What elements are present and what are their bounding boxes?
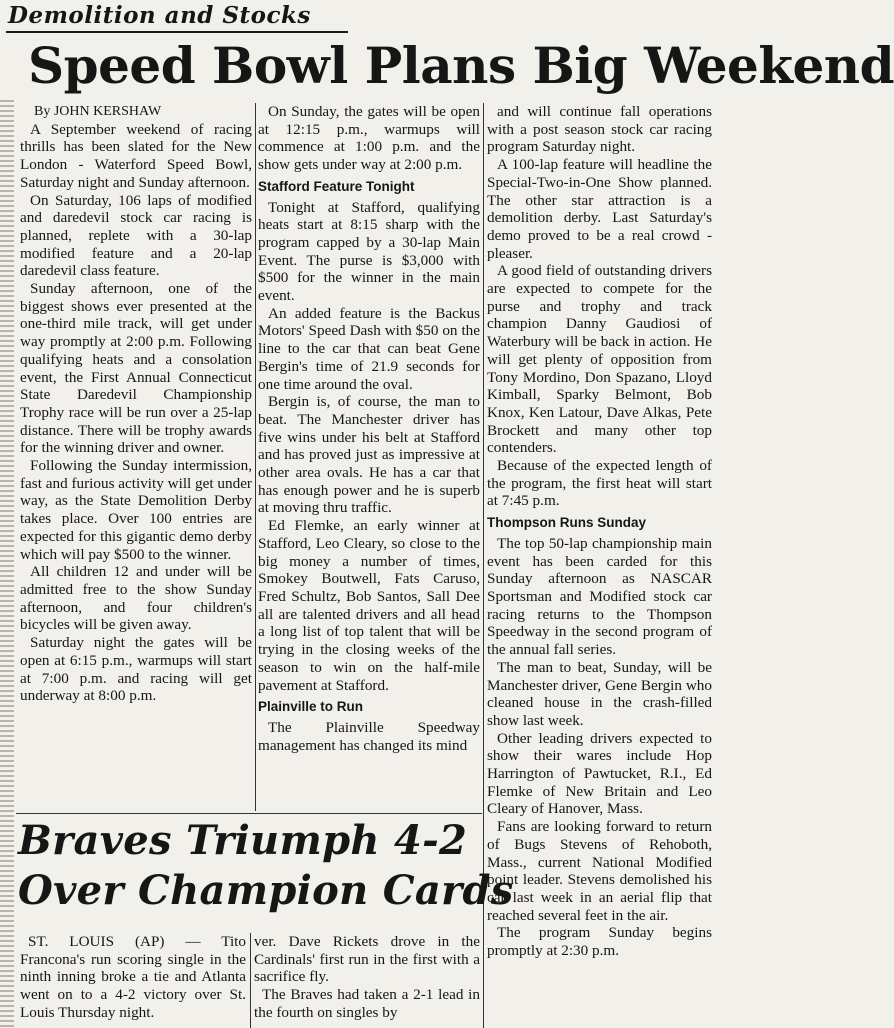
paragraph: Sunday afternoon, one of the biggest shows ever presented at the one-third mile track, will get under way promptly at 2:00 p.m. Following qualifying heats and a consolation event, the First Annual Connecticut State Daredevil Championship Trophy race will be run over a 25-lap distance. There will be trophy awards for the winning driver and owner. — [20, 280, 252, 457]
paragraph: Because of the expected length of the program, the first heat will start at 7:45 p.m. — [487, 457, 712, 510]
braves-column-2 — [254, 933, 480, 1028]
paragraph: A September weekend of racing thrills has been slated for the New London - Waterford Speed Bowl, Saturday night and Sunday afternoon. — [20, 120, 252, 191]
kicker-rule — [6, 31, 348, 33]
paragraph: On Sunday, the gates will be open at 12:15 p.m., warmups will commence at 1:00 p.m. and the show gets under way at 2:00 p.m. — [258, 103, 480, 174]
braves-headline-line-1: Braves Triumph 4-2 — [18, 817, 468, 864]
story-separator — [16, 813, 482, 814]
paragraph: Tonight at Stafford, qualifying heats start at 8:15 sharp with the program capped by a 30-lap Main Event. The purse is $3,000 with $500 for the winner in the main event. — [258, 198, 480, 305]
column-rule-1 — [255, 103, 256, 811]
main-headline: Speed Bowl Plans Big Weekend — [28, 36, 894, 95]
paragraph: Bergin is, of course, the man to beat. The Manchester driver has five wins under his belt at Stafford and has proved just as impressive at other area ovals. He has a car that has enough power and he is superb at moving thru traffic. — [258, 393, 480, 517]
paragraph: Saturday night the gates will be open at 6:15 p.m., warmups will start at 7:00 p.m. and racing will get underway at 8:00 p.m. — [20, 634, 252, 705]
paragraph: Following the Sunday intermission, fast and furious activity will get under way, as the State Demolition Derby takes place. Over 100 entries are expected for this gigantic demo derby which will pay $500 to the winner. — [20, 457, 252, 563]
subheading: Stafford Feature Tonight — [258, 178, 415, 194]
paragraph: The Braves had taken a 2-1 lead in the fourth on singles by — [254, 986, 480, 1021]
paragraph: Ed Flemke, an early winner at Stafford, Leo Cleary, so close to the big money a number of times, Smokey Boutwell, Fats Caruso, Fred Schultz, Bob Santos, Sall Dee all are talented drivers and all head a long list of top talent that will be trying in the closing weeks of the season to win on the half-mile pavement at Stafford. — [258, 517, 480, 694]
paragraph: An added feature is the Backus Motors' Speed Dash with $50 on the line to the car that can beat Gene Bergin's time of 21.9 seconds for one time around the oval. — [258, 304, 480, 393]
paragraph: Fans are looking forward to return of Bugs Stevens of Rehoboth, Mass., current National Modified point leader. Stevens demolished his car last week in an aerial flip that reached several feet in the air. — [487, 818, 712, 924]
paragraph: Other leading drivers expected to show their wares include Hop Harrington of Pawtucket, R.I., Ed Flemke of New Britain and Leo Cleary of Hanover, Mass. — [487, 729, 712, 818]
braves-column-1 — [20, 933, 246, 1028]
subheading: Thompson Runs Sunday — [487, 515, 647, 531]
paragraph: The top 50-lap championship main event has been carded for this Sunday afternoon as NASCAR Sportsman and Modified stock car racing returns to the Thompson Speedway in the second program of the annual fall series. — [487, 534, 712, 659]
paragraph: The Plainville Speedway management has changed its mind — [258, 718, 480, 754]
paragraph: The program Sunday begins promptly at 2:30 p.m. — [487, 924, 712, 960]
article-column-2 — [258, 103, 480, 809]
paragraph: ST. LOUIS (AP) — Tito Francona's run scoring single in the ninth inning broke a tie and Atlanta went on to a 4-2 victory over St. Louis Thursday night. — [20, 933, 246, 1021]
paragraph: On Saturday, 106 laps of modified and daredevil stock car racing is planned, replete with a 30-lap modified feature and a 20-lap daredevil class feature. — [20, 191, 252, 280]
article-column-3 — [487, 103, 712, 1028]
page-edge-shadow — [0, 100, 14, 1028]
paragraph: All children 12 and under will be admitted free to the show Sunday afternoon, and four children's bicycles will be given away. — [20, 563, 252, 634]
kicker-heading: Demolition and Stocks — [8, 2, 311, 29]
byline: By JOHN KERSHAW — [34, 104, 162, 119]
paragraph: ver. Dave Rickets drove in the Cardinals' first run in the first with a sacrifice fly. — [254, 933, 480, 986]
subheading: Plainville to Run — [258, 699, 364, 715]
paragraph: and will continue fall operations with a post season stock car racing program Saturday night. — [487, 103, 712, 156]
paragraph: A 100-lap feature will headline the Special-Two-in-One Show planned. The other star attraction is a demolition derby. Last Saturday's demo proved to be a real crowd - pleaser. — [487, 156, 712, 262]
braves-headline-line-2: Over Champion Cards — [18, 867, 514, 914]
article-column-1 — [20, 103, 252, 809]
paragraph: A good field of outstanding drivers are expected to compete for the purse and trophy and track champion Danny Gaudiosi of Waterbury will be back in action. He will get plenty of opposition from Tony Mordino, Don Spazano, Lloyd Kimball, Sparky Belmont, Bob Knox, Ken Latour, Dave Alkas, Pete Brockett and many other top contenders. — [487, 262, 712, 457]
column-rule-3 — [250, 933, 251, 1028]
paragraph: The man to beat, Sunday, will be Manchester driver, Gene Bergin who cleaned house in the crash-filled show last week. — [487, 658, 712, 729]
